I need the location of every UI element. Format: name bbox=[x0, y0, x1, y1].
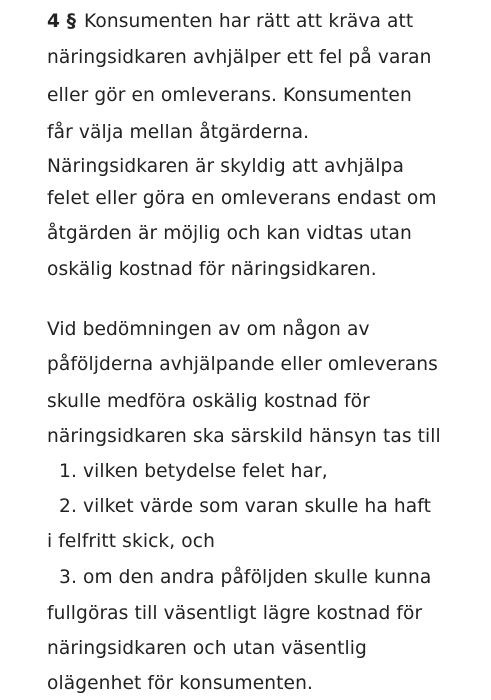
section-text: Konsumenten har rätt att kräva att bbox=[84, 11, 414, 32]
text-line: näringsidkaren och utan väsentlig bbox=[47, 638, 367, 659]
text-line: får välja mellan åtgärderna. bbox=[47, 122, 310, 143]
list-item: 1. vilken betydelse felet har, bbox=[47, 461, 328, 482]
text-line: åtgärden är möjlig och kan vidtas utan bbox=[47, 223, 412, 244]
text-line: näringsidkaren ska särskild hänsyn tas till bbox=[47, 426, 441, 447]
text-line: felet eller göra en omleverans endast om bbox=[47, 188, 437, 209]
section-number: 4 § bbox=[47, 11, 77, 32]
text-line: eller gör en omleverans. Konsumenten bbox=[47, 85, 412, 106]
text-line: Näringsidkaren är skyldig att avhjälpa bbox=[47, 156, 404, 177]
text-line: oskälig kostnad för näringsidkaren. bbox=[47, 259, 377, 280]
list-item: 2. vilket värde som varan skulle ha haft bbox=[47, 496, 431, 517]
section-first-line bbox=[47, 10, 413, 34]
text-line: olägenhet för konsumenten. bbox=[47, 673, 313, 694]
text-line: skulle medföra oskälig kostnad för bbox=[47, 391, 370, 412]
text-line: Vid bedömningen av om någon av bbox=[47, 319, 370, 340]
text-line: fullgöras till väsentligt lägre kostnad för bbox=[47, 603, 423, 624]
text-line: i felfritt skick, och bbox=[47, 531, 215, 552]
text-line: näringsidkaren avhjälper ett fel på varan bbox=[47, 47, 432, 68]
list-item: 3. om den andra påföljden skulle kunna bbox=[47, 567, 432, 588]
text-line: påföljderna avhjälpande eller omleverans bbox=[47, 354, 438, 375]
